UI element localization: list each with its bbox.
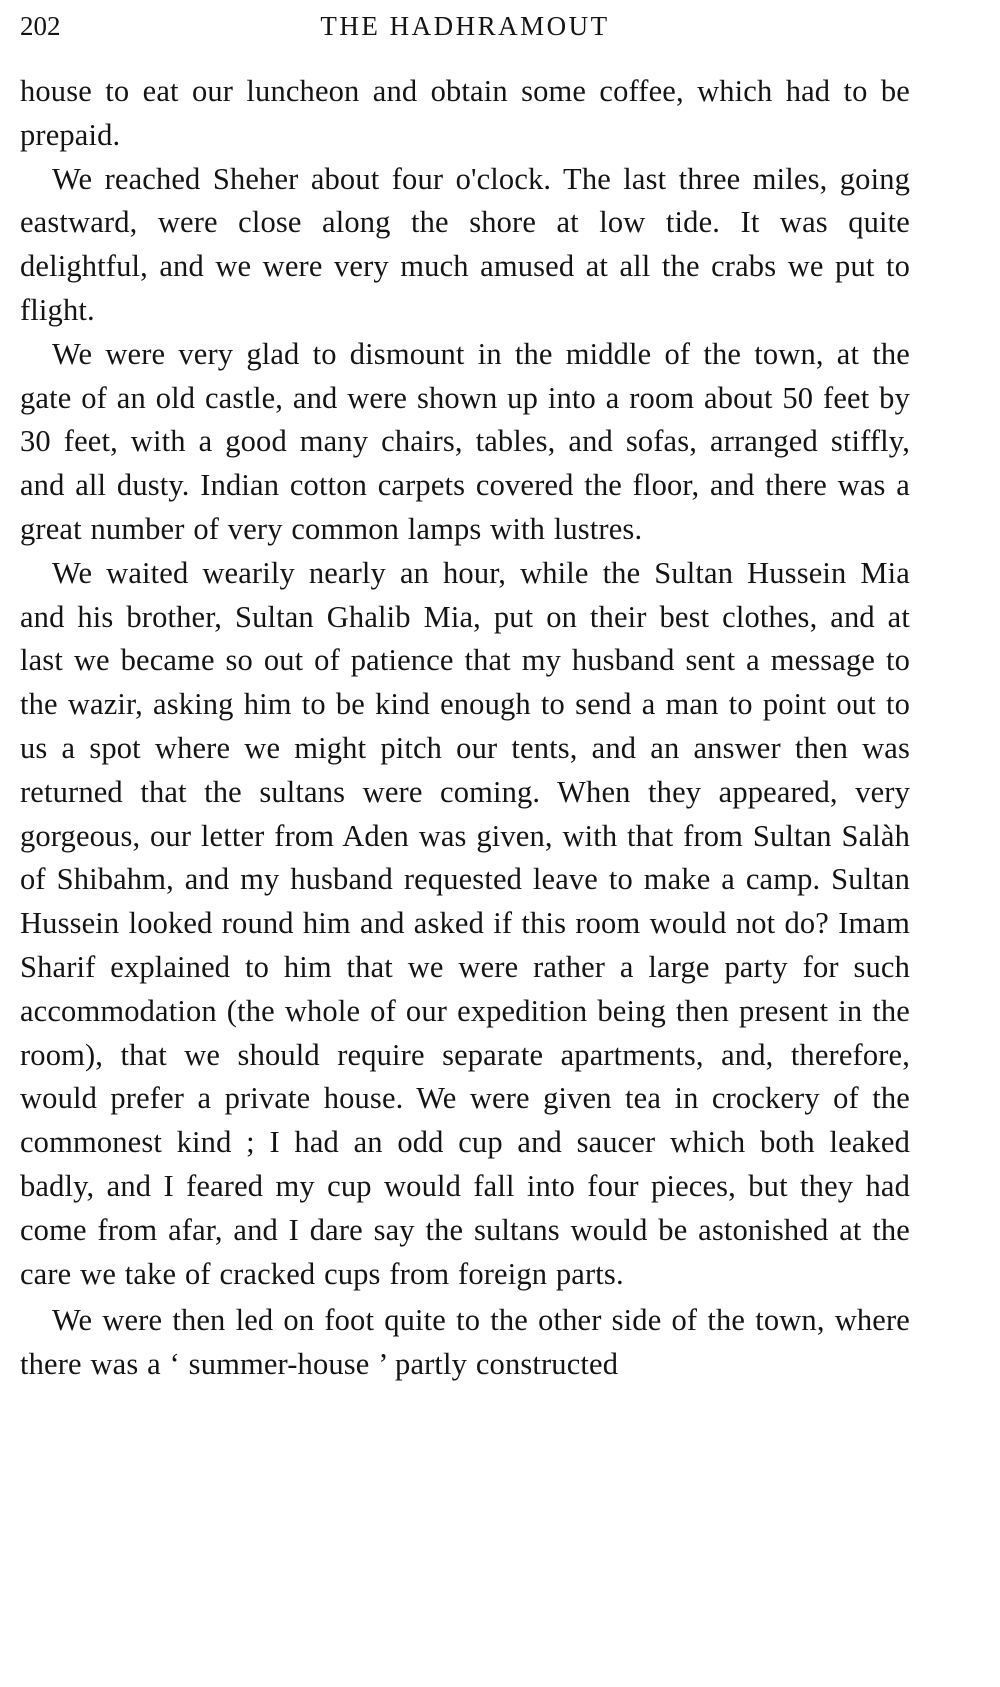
paragraph: We were very glad to dismount in the middle of the town, at the gate of an old castle, and were shown up into a room about 50 feet by 30 feet, with a good many chairs, tables, and sofas, arranged stiffly, and all dusty. Indian cotton carpets covered the floor, and there was a great number of very common lamps with lustres. xyxy=(20,336,910,546)
paragraph-continued: house to eat our luncheon and obtain some coffee, which had to be prepaid. xyxy=(20,74,910,152)
running-head xyxy=(20,0,910,52)
paragraph: We reached Sheher about four o'clock. The last three miles, going eastward, were close along the shore at low tide. It was quite delightful, and we were very much amused at all the crabs we put to flight. xyxy=(20,161,910,327)
paragraph: We waited wearily nearly an hour, while the Sultan Hussein Mia and his brother, Sultan Ghalib Mia, put on their best clothes, and at last we became so out of patience that my husband sent a message to the wazir, asking him to be kind enough to send a man to point out to us a spot where we might pitch our tents, and an answer then was returned that the sultans were coming. When they appeared, very gorgeous, our letter from Aden was given, with that from Sultan Salàh of Shibahm, and my husband requested leave to make a camp. Sultan Hussein looked round him and asked if this room would not do? Imam Sharif explained to him that we were rather a large party for such accommodation (the whole of our expedition being then present in the room), that we should require separate apartments, and, therefore, would prefer a private house. We were given tea in crockery of the commonest kind ; I had an odd cup and saucer which both leaked badly, and I feared my cup would fall into four pieces, but they had come from afar, and I dare say the sultans would be astonished at the care we take of cracked cups from foreign parts. xyxy=(20,555,910,1291)
page-number: 202 xyxy=(20,11,61,41)
running-title: THE HADHRAMOUT xyxy=(320,11,610,41)
book-page xyxy=(20,0,910,1387)
body-text xyxy=(20,70,910,1387)
paragraph: We were then led on foot quite to the other side of the town, where there was a ‘ summer-house ’ partly constructed xyxy=(20,1303,910,1382)
